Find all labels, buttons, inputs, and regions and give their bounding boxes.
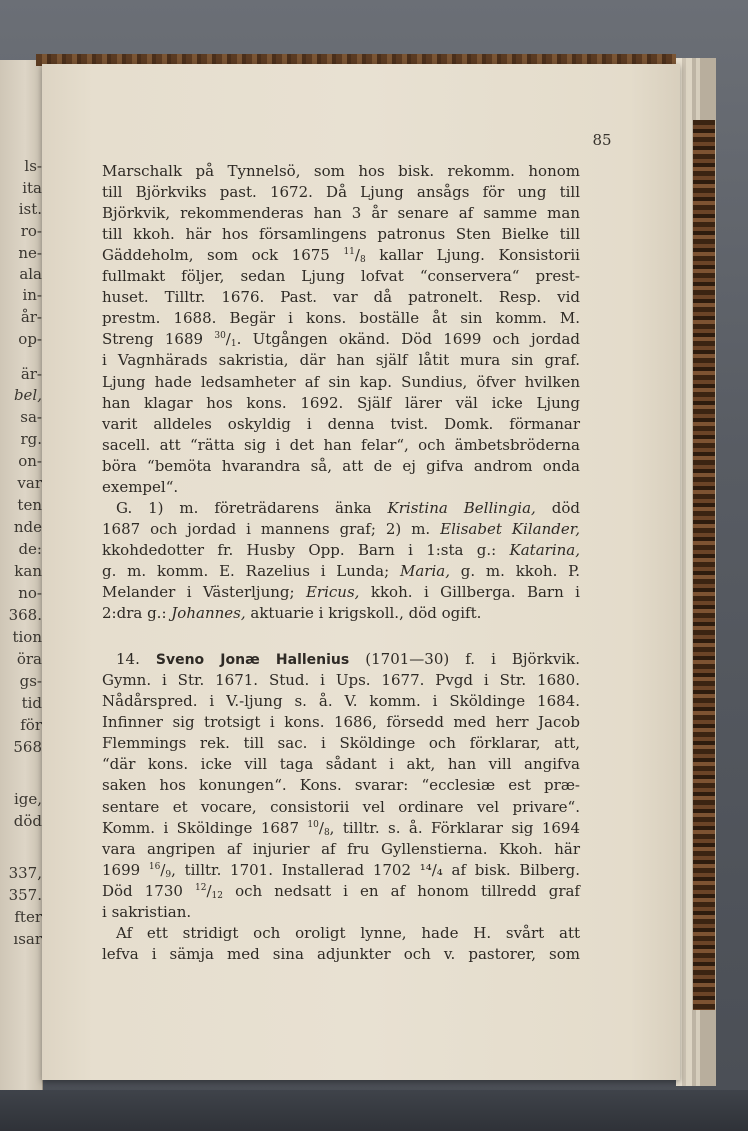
line-text: kkohdedotter fr. Husby Opp. Barn i 1:sta g.:: [102, 540, 497, 559]
italic-name: Kristina Bellingia,: [387, 498, 536, 517]
line-text: exempel“.: [102, 477, 179, 496]
previous-page-fragment: ist.: [18, 200, 42, 218]
line-text: Gymn. i Str. 1671. Stud. i Ups. 1677. Pvgd i Str. 1680.: [102, 671, 580, 690]
text-line: [102, 880, 580, 902]
line-text-cont: aktuarie i krigskoll., död ogift.: [250, 604, 482, 623]
previous-page-fragment: 368.: [8, 606, 42, 624]
date-month: 9: [165, 869, 172, 880]
previous-page-fragment: är-: [20, 365, 42, 383]
text-line: [102, 202, 580, 224]
previous-page-edge: [0, 60, 43, 1090]
previous-page-fragment: sa-: [20, 408, 42, 426]
text-line: [102, 286, 580, 308]
line-text: Melander i Västerljung;: [102, 583, 295, 601]
line-text: i sakristian.: [102, 902, 192, 921]
text-line: [102, 669, 580, 691]
text-line: [102, 602, 580, 624]
line-text-cont: . Utgången okänd. Död 1699 och jordad: [236, 330, 580, 349]
text-line: [102, 181, 580, 203]
book-cover-right-edge: [693, 120, 715, 1010]
date-slash: /: [225, 330, 231, 349]
line-text: “där kons. icke vill taga sådant i akt, han vill angifva: [102, 755, 580, 774]
text-line: [102, 943, 580, 965]
line-text: vara angripen af injurier af fru Gyllenstierna. Kkoh. här: [102, 839, 580, 858]
date-month: 12: [211, 890, 223, 901]
previous-page-fragment: ls-: [24, 157, 42, 175]
date-slash: /: [206, 881, 212, 900]
line-text: Streng 1689: [102, 330, 204, 349]
text-line: [102, 455, 580, 477]
line-text-cont: död: [551, 498, 580, 517]
previous-page-fragment: ala: [19, 265, 42, 283]
previous-page-fragment: ita: [22, 179, 42, 197]
text-line: [102, 581, 580, 603]
line-text: Ljung hade ledsamheter af sin kap. Sundius, öfver hvilken: [102, 372, 580, 391]
line-text: Nådårspred. i V.-ljung s. å. V. komm. i Sköldinge 1684.: [102, 692, 580, 711]
line-text: Död 1730: [102, 881, 183, 900]
text-line: [102, 328, 580, 350]
previous-page-fragment: tion: [12, 628, 42, 646]
scan-bottom-edge: [0, 1090, 748, 1131]
line-text: huset. Tilltr. 1676. Past. var då patronelt. Resp. vid: [102, 288, 580, 307]
text-line: [102, 476, 580, 498]
previous-page-fragment: nde: [13, 518, 42, 536]
text-line: [102, 392, 580, 414]
previous-page-fragment: öra: [16, 650, 42, 668]
previous-page-fragment: ısar: [13, 930, 42, 948]
line-text: Af ett stridigt och oroligt lynne, hade H. svårt att: [116, 923, 580, 942]
date-day: 30: [214, 331, 226, 342]
previous-page-fragment: ne-: [18, 244, 42, 262]
line-text: prestm. 1688. Begär i kons. boställe åt sin komm. M.: [102, 309, 580, 328]
line-text: Björkvik, rekommenderas han 3 år senare af samme man: [102, 204, 580, 223]
previous-page-fragment: in-: [22, 286, 42, 304]
text-line: [102, 817, 580, 839]
previous-page-fragment: ige,: [13, 790, 42, 808]
date-slash: /: [160, 860, 166, 879]
line-text: lefva i sämja med sina adjunkter och v. pastorer, som: [102, 944, 580, 963]
previous-page-fragment: 568: [13, 738, 42, 756]
text-line: [102, 413, 580, 435]
text-line: [102, 560, 580, 582]
previous-page-fragment: var: [17, 474, 42, 492]
previous-page-fragment: ro-: [20, 222, 42, 240]
text-line: [102, 265, 580, 287]
text-line: [102, 160, 580, 182]
date-month: 1: [230, 339, 237, 350]
line-text: 1687 och jordad i mannens graf; 2) m.: [102, 519, 431, 538]
line-text: sacell. att “rätta sig i det han felar“, och ämbetsbröderna: [102, 435, 580, 454]
line-text-cont: (1701—30) f. i Björkvik.: [365, 650, 580, 669]
entry-name: Sveno Jonæ Hallenius: [155, 652, 350, 669]
line-text: Flemmings rek. till sac. i Sköldinge och förklarar, att,: [102, 734, 580, 753]
text-line: [102, 753, 580, 775]
line-text: Komm. i Sköldinge 1687: [102, 818, 299, 837]
text-line: [102, 244, 580, 266]
line-text: han klagar hos kons. 1692. Själf lärer väl icke Ljung: [102, 393, 580, 412]
date-slash: /: [354, 246, 360, 265]
line-text: till Björkviks past. 1672. Då Ljung ansågs för ung till: [102, 183, 580, 202]
line-text-cont: , tilltr. 1701. Installerad 1702 ¹⁴/₄ af bisk. Bilberg.: [171, 860, 580, 879]
text-line: [102, 774, 580, 796]
date-day: 11: [343, 247, 355, 258]
date-slash: /: [318, 818, 324, 837]
text-line: [102, 732, 580, 754]
line-text: G. 1) m. företrädarens änka: [116, 498, 372, 517]
line-text: böra “bemöta hvarandra så, att de ej gifva androm onda: [102, 456, 580, 475]
line-text: Marschalk på Tynnelsö, som hos bisk. rekomm. honom: [102, 162, 580, 180]
previous-page-fragment: no-: [18, 584, 42, 602]
line-text-cont: kallar Ljung. Konsistorii: [379, 246, 580, 265]
text-line: [102, 539, 580, 561]
line-text: varit alldeles oskyldig i denna tvist. Domk. förmanar: [102, 414, 580, 433]
line-text-cont: , tilltr. s. å. Förklarar sig 1694: [329, 818, 580, 837]
date-month: 8: [323, 827, 330, 838]
previous-page-fragment: op-: [18, 330, 42, 348]
line-text: Gäddeholm, som ock 1675: [102, 246, 330, 265]
text-line: [102, 711, 580, 733]
previous-page-fragment: 337,: [8, 864, 42, 882]
italic-name: Maria,: [399, 561, 450, 580]
line-text: 2:dra g.:: [102, 604, 167, 623]
previous-page-fragment: år-: [20, 308, 42, 326]
line-text: 1699: [102, 860, 141, 879]
previous-page-fragment: de:: [18, 540, 42, 558]
book-page: [42, 64, 680, 1080]
text-line: [102, 838, 580, 860]
line-text-cont: g. m. kkoh. P.: [460, 561, 580, 580]
previous-page-fragment: gs-: [19, 672, 42, 690]
previous-page-fragment: 357.: [8, 886, 42, 904]
line-text-cont: och nedsatt i en af honom tillredd graf: [235, 881, 580, 900]
date-month: 8: [359, 255, 366, 266]
line-text: Infinner sig trotsigt i kons. 1686, försedd med herr Jacob: [102, 713, 580, 732]
previous-page-fragment: ten: [17, 496, 42, 514]
previous-page-fragment: tid: [21, 694, 42, 712]
previous-page-fragment: on-: [18, 452, 42, 470]
text-line: [116, 648, 580, 670]
text-line: [102, 434, 580, 456]
previous-page-fragment: kan: [14, 562, 42, 580]
italic-name: Johannes,: [171, 604, 246, 623]
date-day: 16: [148, 861, 161, 872]
text-line: [102, 859, 580, 881]
text-line: [116, 922, 580, 944]
line-text: fullmakt följer, sedan Ljung lofvat “conservera“ prest-: [102, 267, 580, 286]
line-text-cont: kkoh. i Gillberga. Barn i: [370, 583, 580, 601]
text-line: [102, 796, 580, 818]
line-text: 14.: [116, 650, 140, 669]
text-line: [102, 901, 580, 923]
previous-page-fragment: fter: [14, 908, 42, 926]
text-line: [102, 223, 580, 245]
text-line: [116, 497, 580, 519]
date-day: 12: [195, 882, 207, 893]
text-line: [102, 349, 580, 371]
italic-name: Ericus,: [305, 583, 360, 601]
previous-page-fragment: rg.: [20, 430, 42, 448]
italic-name: Elisabet Kilander,: [440, 519, 580, 538]
text-line: [102, 690, 580, 712]
text-line: [102, 307, 580, 329]
line-text: till kkoh. här hos församlingens patronus Sten Bielke till: [102, 225, 580, 244]
date-day: 10: [307, 819, 319, 830]
previous-page-fragment: död: [13, 812, 42, 830]
text-line: [102, 371, 580, 393]
line-text: i Vagnhärads sakristia, där han själf låtit mura sin graf.: [102, 351, 580, 370]
line-text: saken hos konungen“. Kons. svarar: “ecclesiæ est præ-: [102, 776, 580, 795]
previous-page-fragment: för: [20, 716, 42, 734]
line-text: sentare et vocare, consistorii vel ordinare vel privare“.: [102, 797, 580, 816]
text-line: [102, 518, 580, 540]
page-number: 85: [592, 131, 612, 149]
line-text: g. m. komm. E. Razelius i Lunda;: [102, 561, 390, 580]
previous-page-fragment: bel,: [13, 386, 42, 404]
italic-name: Katarina,: [509, 540, 580, 559]
